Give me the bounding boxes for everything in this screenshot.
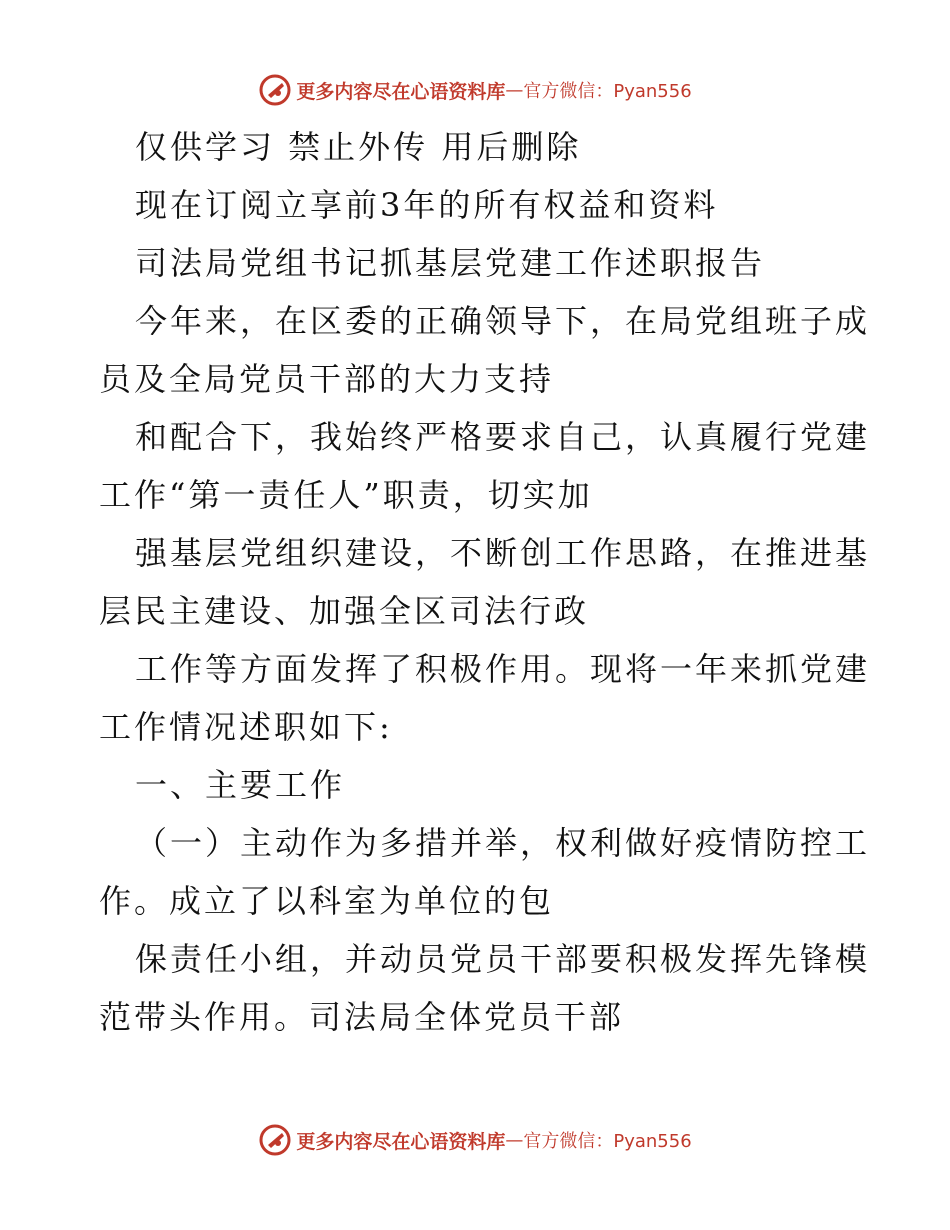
text-line: 工作情况述职如下:: [99, 708, 393, 746]
header-promo-text: 更多内容尽在心语资料库: [296, 80, 506, 103]
text-line: 员及全局党员干部的大力支持: [99, 360, 555, 398]
header-wechat-text: 官方微信：Pyan556: [523, 81, 692, 102]
header-banner: [0, 70, 950, 110]
text-line: 层民主建设、加强全区司法行政: [99, 592, 590, 630]
text-line: 工作“第一责任人”职责，切实加: [99, 476, 593, 514]
text-line: 范带头作用。司法局全体党员干部: [99, 998, 625, 1036]
text-line: 和配合下，我始终严格要求自己，认真履行党建: [135, 418, 871, 456]
text-line: 司法局党组书记抓基层党建工作述职报告: [135, 244, 766, 282]
text-line: 现在订阅立享前3年的所有权益和资料: [135, 186, 719, 224]
text-line: 仅供学习 禁止外传 用后删除: [135, 128, 582, 166]
footer-promo-text: 更多内容尽在心语资料库: [296, 1130, 506, 1153]
text-line: 工作等方面发挥了积极作用。现将一年来抓党建: [135, 650, 871, 688]
text-line: 作。成立了以科室为单位的包: [99, 882, 555, 920]
footer-dash: —: [505, 1129, 524, 1151]
document-body: [99, 118, 871, 1046]
footer-banner: [0, 1120, 950, 1160]
text-line: （一）主动作为多措并举，权利做好疫情防控工: [135, 824, 871, 862]
text-line: 今年来，在区委的正确领导下，在局党组班子成: [135, 302, 871, 340]
header-dash: —: [505, 79, 524, 101]
footer-wechat-text: 官方微信：Pyan556: [523, 1131, 692, 1152]
text-line: 强基层党组织建设，不断创工作思路，在推进基: [135, 534, 871, 572]
text-line: 一、主要工作: [135, 766, 346, 804]
logo-icon: [258, 73, 292, 107]
text-line: 保责任小组，并动员党员干部要积极发挥先锋模: [135, 940, 871, 978]
logo-icon: [258, 1123, 292, 1157]
